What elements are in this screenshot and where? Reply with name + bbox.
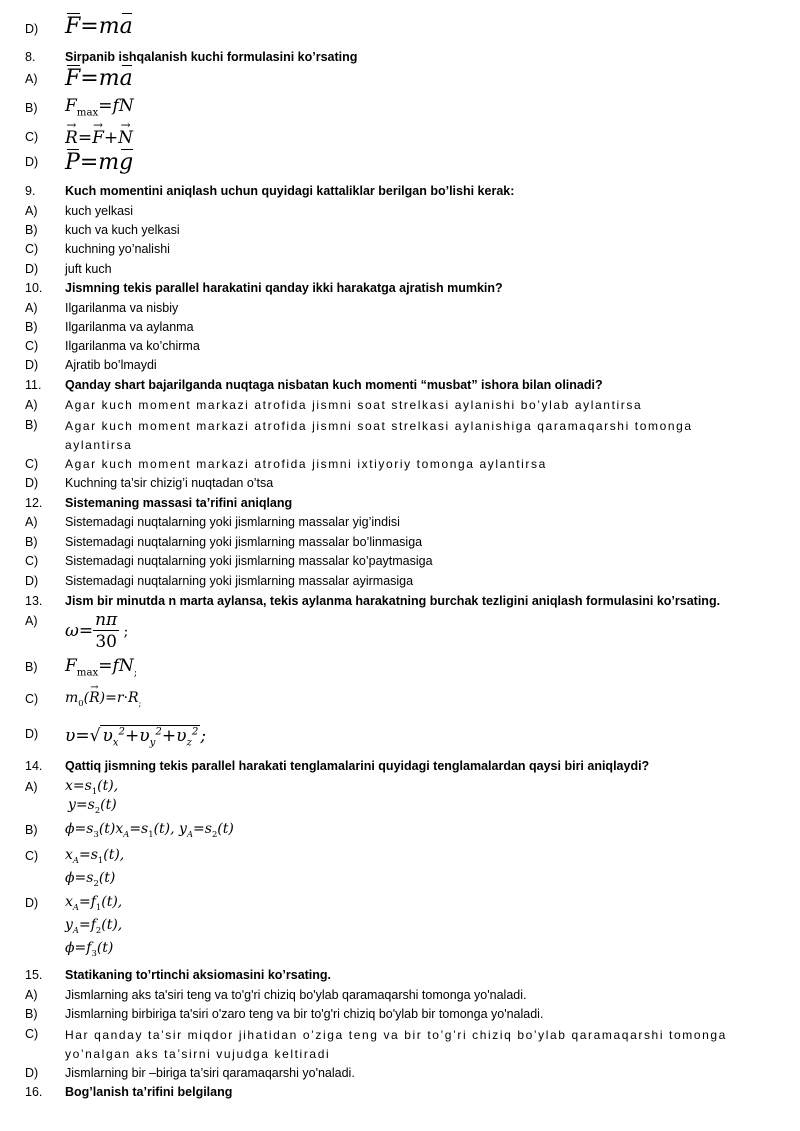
option-label: D): [25, 896, 39, 910]
option-label: C): [25, 130, 39, 144]
formula-f-equals-ma: F=ma: [65, 66, 133, 91]
option-label: C): [25, 849, 39, 863]
option-label: C): [25, 457, 39, 471]
question-text: Sistemaning massasi ta’rifini aniqlang: [65, 496, 293, 510]
option-label: A): [25, 515, 38, 529]
formula-velocity-magnitude: υ=√ $\upsilon_x^2+\upsilon_y^2+\upsilon_z^2$ ;: [65, 726, 207, 749]
option-label: A): [25, 780, 38, 794]
formula-phi-xa-ya: $\phi=s_3(t)x_A=s_1(t)$, $y_A=s_2(t)$: [65, 821, 234, 839]
option-label: D): [25, 358, 39, 372]
option-text: Ilgarilanma va aylanma: [65, 320, 194, 334]
formula-moment-r-times-r: $m_0(\to R)=r\cdot R_;$: [65, 690, 141, 708]
option-label: C): [25, 242, 39, 256]
option-label: D): [25, 476, 39, 490]
option-text: Agar kuch moment markazi atrofida jismni ixtiyoriy tomonga aylantirsa: [65, 457, 547, 471]
formula-p-mg: P=mg: [65, 150, 134, 175]
question-text: Jism bir minutda n marta aylansa, tekis aylanma harakatning burchak tezligini aniqlash formulasini ko’rsating.: [65, 594, 721, 608]
option-text: Jismlarning bir –biriga ta’siri qaramaqarshi yo'naladi.: [65, 1066, 355, 1080]
option-text: Sistemadagi nuqtalarning yoki jismlarning massalar ko’paytmasiga: [65, 554, 433, 568]
formula-ya-f2: $y_A=f_2(t)$,: [65, 917, 123, 935]
question-number: 15.: [25, 968, 43, 982]
option-text: Sistemadagi nuqtalarning yoki jismlarning massalar yig’indisi: [65, 515, 400, 529]
option-label: B): [25, 320, 38, 334]
question-text: Qanday shart bajarilganda nuqtaga nisbatan kuch momenti “musbat” ishora bilan olinadi?: [65, 378, 603, 392]
question-number: 9.: [25, 184, 36, 198]
option-label: D): [25, 727, 39, 741]
option-label: C): [25, 554, 39, 568]
option-label: D): [25, 1066, 39, 1080]
option-label: D): [25, 22, 39, 36]
option-label: C): [25, 692, 39, 706]
option-text: Jismlarning aks ta'siri teng va to'g'ri chiziq bo'ylab qaramaqarshi tomonga yo'naladi.: [65, 988, 527, 1002]
question-text: Kuch momentini aniqlash uchun quyidagi kattaliklar berilgan bo’lishi kerak:: [65, 184, 515, 198]
question-number: 13.: [25, 594, 43, 608]
option-label: B): [25, 823, 38, 837]
formula-omega-n-pi-30: ω= $\frac{n\pi}{30}$ ;: [65, 610, 129, 652]
formula-f-equals-ma: F=ma: [65, 14, 133, 39]
option-text: Sistemadagi nuqtalarning yoki jismlarning massalar bo’linmasiga: [65, 535, 423, 549]
question-number: 16.: [25, 1085, 43, 1099]
question-text: Qattiq jismning tekis parallel harakati tenglamalarini quyidagi tenglamalardan qaysi biri aniqlaydi?: [65, 759, 650, 773]
question-number: 12.: [25, 496, 43, 510]
option-label: D): [25, 262, 39, 276]
option-label: A): [25, 72, 38, 86]
option-label: C): [25, 339, 39, 353]
option-label: A): [25, 614, 38, 628]
question-number: 11.: [25, 378, 42, 392]
question-text: Sirpanib ishqalanish kuchi formulasini ko’rsating: [65, 50, 358, 64]
question-number: 8.: [25, 50, 36, 64]
option-text: Agar kuch moment markazi atrofida jismni soat strelkasi aylanishi bo’ylab aylantirsa: [65, 398, 643, 412]
option-text: juft kuch: [65, 262, 112, 276]
option-text: kuch va kuch yelkasi: [65, 223, 180, 237]
option-text: kuchning yo’nalishi: [65, 242, 170, 256]
question-number: 14.: [25, 759, 43, 773]
option-text: Ilgarilanma va ko’chirma: [65, 339, 200, 353]
option-text: Jismlarning birbiriga ta'siri o'zaro teng va bir to'g'ri chiziq bo'ylab bir tomonga yo'naladi.: [65, 1007, 544, 1021]
option-label: A): [25, 988, 38, 1002]
formula-x-s1: $x=s_1(t)$,: [65, 778, 119, 796]
option-label: A): [25, 301, 38, 315]
option-text: Sistemadagi nuqtalarning yoki jismlarning massalar ayirmasiga: [65, 574, 414, 588]
option-label: B): [25, 418, 38, 432]
option-text: Agar kuch moment markazi atrofida jismni soat strelkasi aylanishiga qaramaqarshi tomonga aylantirsa: [65, 419, 693, 452]
question-number: 10.: [25, 281, 43, 295]
option-label: B): [25, 1007, 38, 1021]
formula-y-s2: $y=s_2(t)$: [68, 797, 117, 815]
option-text: Har qanday ta’sir miqdor jihatidan o’ziga teng va bir to’g’ri chiziq bo’ylab qaramaqarshi tomonga yo’nalgan aks ta’sirni vujudga keltiradi: [65, 1028, 727, 1061]
option-text: Ajratib bo’lmaydi: [65, 358, 157, 372]
option-text: Ilgarilanma va nisbiy: [65, 301, 179, 315]
option-label: B): [25, 101, 38, 115]
formula-phi-f3: $\phi=f_3(t)$: [65, 940, 114, 958]
formula-phi-s2: $\phi=s_2(t)$: [65, 870, 116, 888]
option-label: B): [25, 660, 38, 674]
formula-r-f-n: → R=→ F+→ N: [65, 128, 133, 148]
question-text: Jismning tekis parallel harakatini qanday ikki harakatga ajratish mumkin?: [65, 281, 503, 295]
option-text: Kuchning ta’sir chizig’i nuqtadan o’tsa: [65, 476, 274, 490]
question-text: Statikaning to’rtinchi aksiomasini ko’rsating.: [65, 968, 332, 982]
formula-fmax-fn: $F_{max}=fN$: [65, 96, 134, 119]
option-label: D): [25, 574, 39, 588]
option-label: B): [25, 223, 38, 237]
formula-xa-f1: $x_A=f_1(t)$,: [65, 894, 123, 912]
option-label: D): [25, 155, 39, 169]
option-label: A): [25, 398, 38, 412]
formula-fmax-fn: $F_{max}=fN_;$: [65, 656, 138, 679]
option-label: B): [25, 535, 38, 549]
question-text: Bog’lanish ta’rifini belgilang: [65, 1085, 233, 1099]
option-label: C): [25, 1027, 39, 1041]
option-label: A): [25, 204, 38, 218]
formula-xa-s1: $x_A=s_1(t)$,: [65, 847, 125, 865]
option-text: kuch yelkasi: [65, 204, 134, 218]
